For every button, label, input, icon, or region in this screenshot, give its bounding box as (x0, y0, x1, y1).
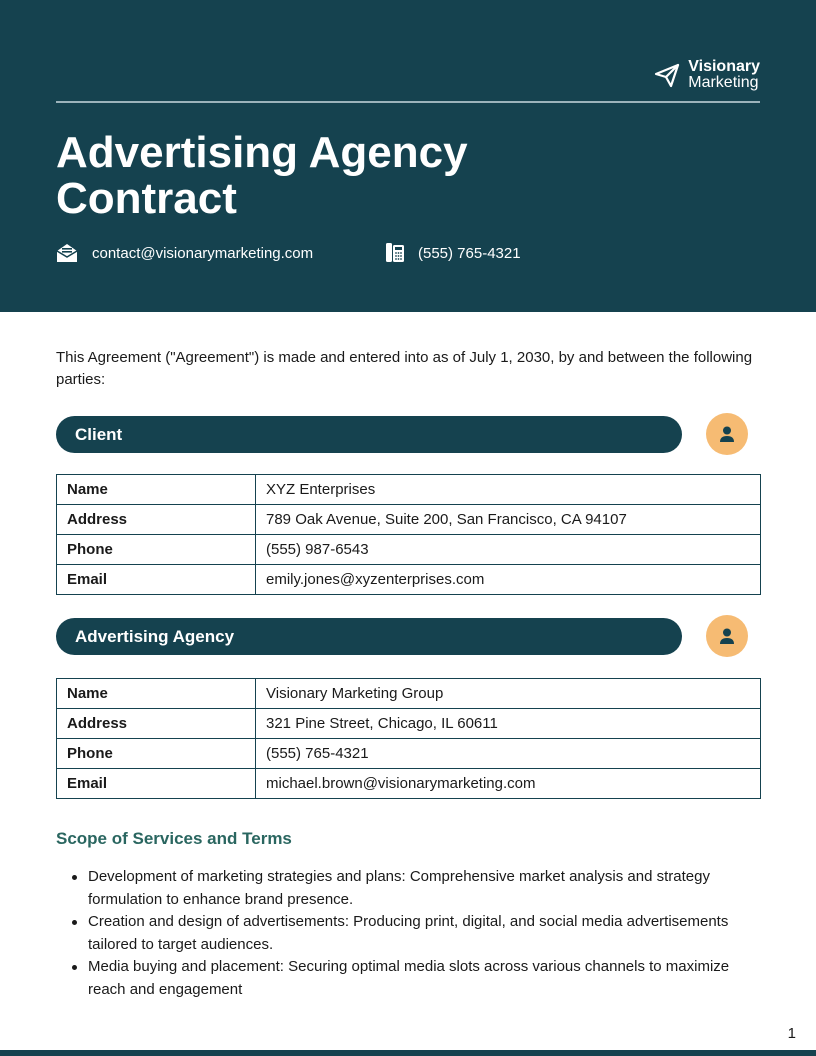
row-label: Address (57, 505, 256, 535)
row-value: 321 Pine Street, Chicago, IL 60611 (256, 709, 761, 739)
scope-list (88, 866, 760, 1001)
title-line2: Contract (56, 174, 237, 223)
table-row (57, 505, 761, 535)
brand-logo (653, 59, 760, 91)
page-number: 1 (787, 1025, 796, 1042)
row-label: Phone (57, 535, 256, 565)
row-value[interactable]: michael.brown@visionarymarketing.com (256, 769, 761, 799)
contact-email (56, 242, 313, 264)
header-divider (56, 101, 760, 103)
agency-info-table (56, 678, 761, 799)
brand-name-line1: Visionary (688, 58, 760, 75)
table-row (57, 535, 761, 565)
table-row (57, 709, 761, 739)
client-section-heading: Client (56, 416, 682, 453)
header-banner (0, 0, 816, 312)
client-info-table (56, 474, 761, 595)
intro-paragraph: This Agreement ("Agreement") is made and entered into as of July 1, 2030, by and between the following parties: (56, 349, 753, 388)
paper-plane-icon (653, 61, 681, 89)
row-label: Email (57, 769, 256, 799)
person-icon (718, 627, 736, 645)
row-value: 789 Oak Avenue, Suite 200, San Francisco, CA 94107 (256, 505, 761, 535)
list-item: Development of marketing strategies and plans: Comprehensive market analysis and strategy formulation to enhance brand presence. (88, 866, 760, 911)
row-label: Name (57, 679, 256, 709)
scope-heading: Scope of Services and Terms (56, 829, 292, 848)
row-label: Email (57, 565, 256, 595)
table-row (57, 565, 761, 595)
row-value: Visionary Marketing Group (256, 679, 761, 709)
row-label: Phone (57, 739, 256, 769)
table-row (57, 739, 761, 769)
row-value: (555) 987-6543 (256, 535, 761, 565)
footer-bar (0, 1050, 816, 1056)
table-row (57, 679, 761, 709)
title-line1: Advertising Agency (56, 128, 468, 177)
row-value[interactable]: emily.jones@xyzenterprises.com (256, 565, 761, 595)
table-row (57, 769, 761, 799)
person-icon (718, 425, 736, 443)
row-label: Name (57, 475, 256, 505)
contact-email-text[interactable]: contact@visionarymarketing.com (92, 244, 314, 262)
contact-phone-text[interactable]: (555) 765-4321 (418, 244, 521, 262)
row-value: XYZ Enterprises (256, 475, 761, 505)
list-item: Creation and design of advertisements: Producing print, digital, and social media advertisements tailored to target audiences. (88, 911, 760, 956)
list-item: Media buying and placement: Securing optimal media slots across various channels to maximize reach and engagement (88, 956, 760, 1001)
client-avatar (706, 413, 748, 455)
row-label: Address (57, 709, 256, 739)
envelope-icon (56, 242, 78, 264)
table-row (57, 475, 761, 505)
brand-name-line2: Marketing (688, 74, 759, 91)
page-title (56, 130, 576, 222)
desk-phone-icon (386, 242, 404, 264)
contact-phone (386, 242, 521, 264)
row-value: (555) 765-4321 (256, 739, 761, 769)
agency-section-heading: Advertising Agency (56, 618, 682, 655)
agency-avatar (706, 615, 748, 657)
